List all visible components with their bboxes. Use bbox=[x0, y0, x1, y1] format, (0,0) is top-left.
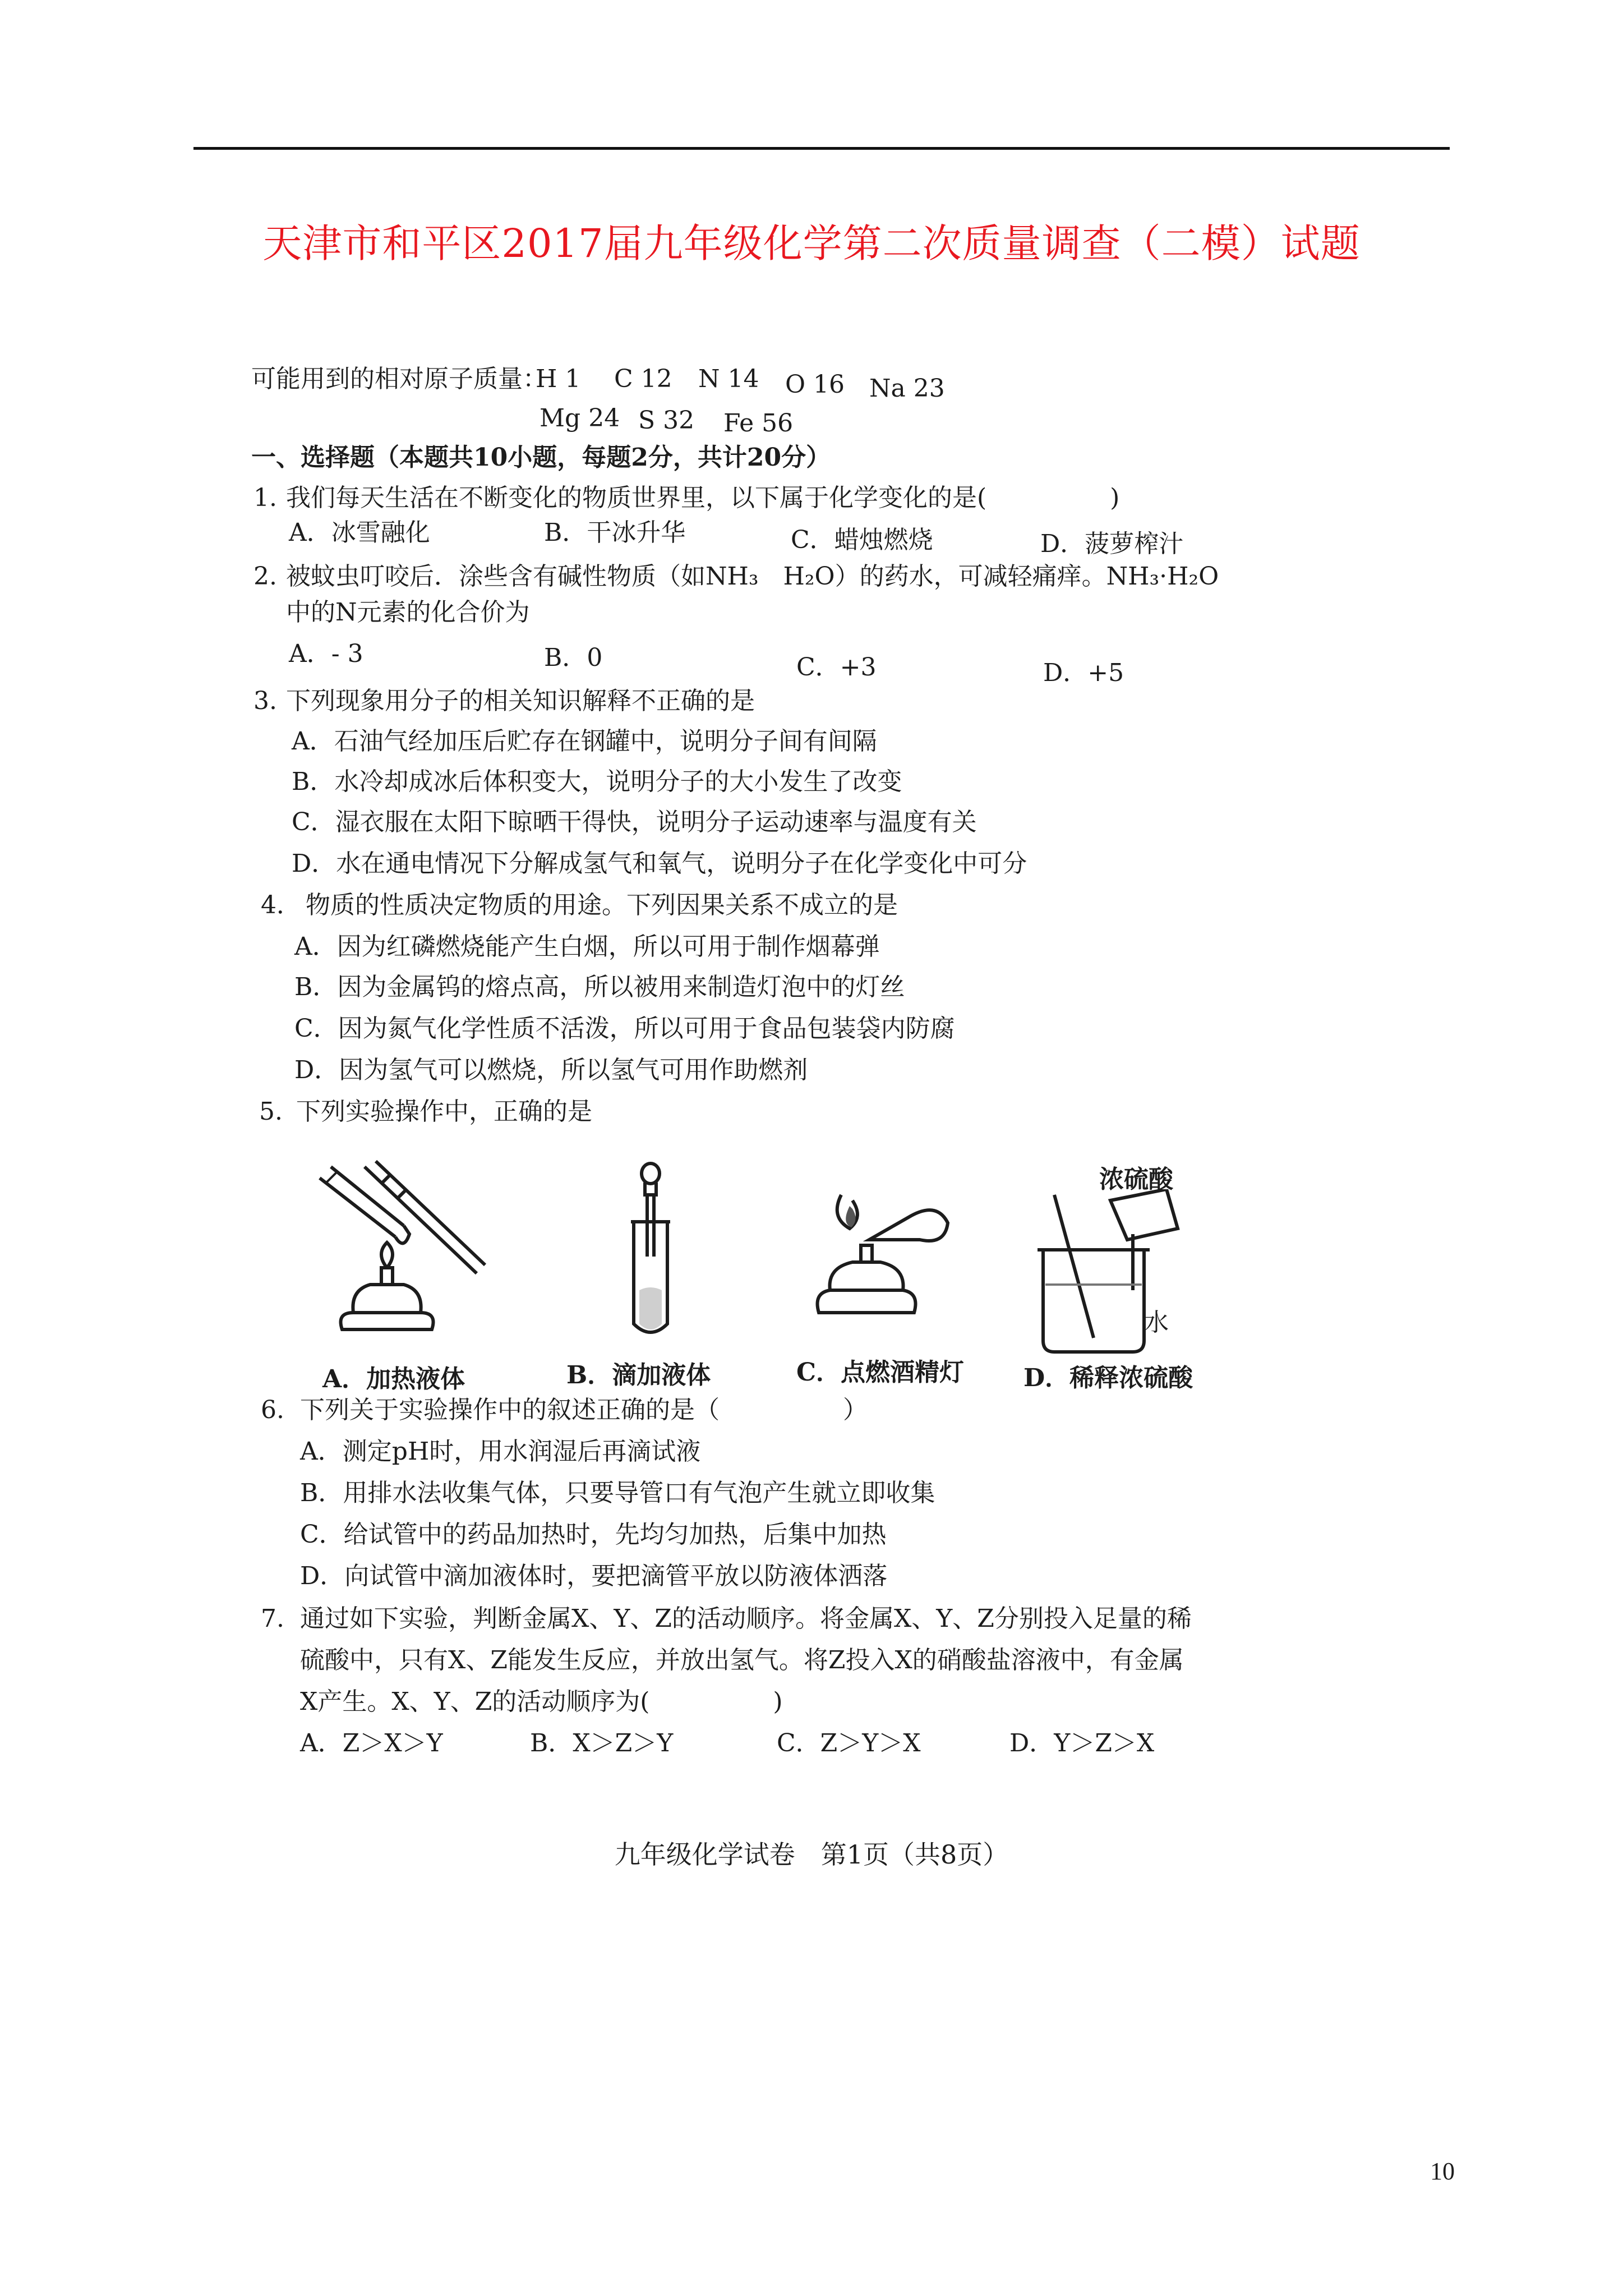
atomic-mass-fe: Fe 56 bbox=[723, 409, 794, 438]
atomic-mass-label: 可能用到的相对原子质量： bbox=[251, 365, 547, 393]
option-a: A．- 3 bbox=[289, 639, 363, 668]
option-a: A．石油气经加压后贮存在钢罐中，说明分子间有间隔 bbox=[292, 727, 877, 756]
atomic-mass-n: N 14 bbox=[698, 365, 759, 393]
dilute-acid-figure bbox=[1021, 1189, 1200, 1358]
question-stem: 下列现象用分子的相关知识解释不正确的是 bbox=[286, 687, 755, 715]
page-title: 天津市和平区2017届九年级化学第二次质量调查（二模）试题 bbox=[262, 220, 1361, 266]
option-d: D．菠萝榨汁 bbox=[1040, 530, 1184, 558]
option-b: B．干冰升华 bbox=[544, 518, 686, 547]
atomic-mass-c: C 12 bbox=[614, 365, 672, 393]
header-rule bbox=[193, 147, 1450, 150]
question-number: 5. bbox=[259, 1097, 283, 1126]
question-number: 1. bbox=[253, 484, 277, 512]
option-d: D．因为氢气可以燃烧，所以氢气可用作助燃剂 bbox=[294, 1056, 808, 1084]
option-c: C．Z＞Y＞X bbox=[777, 1729, 921, 1757]
atomic-mass-o: O 16 bbox=[785, 370, 845, 399]
page-footer: 九年级化学试卷 第1页（共8页） bbox=[614, 1839, 1009, 1870]
question-stem: 通过如下实验，判断金属X、Y、Z的活动顺序。将金属X、Y、Z分别投入足量的稀 bbox=[300, 1604, 1192, 1633]
question-number: 7. bbox=[261, 1604, 284, 1633]
section-heading: 一、选择题（本题共10小题，每题2分，共计20分） bbox=[251, 443, 831, 472]
question-stem: 中的N元素的化合价为 bbox=[286, 598, 530, 627]
question-number: 6. bbox=[261, 1396, 284, 1424]
atomic-mass-s: S 32 bbox=[638, 406, 695, 435]
heating-liquid-figure bbox=[297, 1144, 510, 1358]
atomic-mass-na: Na 23 bbox=[869, 374, 945, 403]
figure-label-acid: 浓硫酸 bbox=[1099, 1165, 1173, 1194]
option-b: B．0 bbox=[544, 643, 603, 672]
option-c: C．因为氮气化学性质不活泼，所以可用于食品包装袋内防腐 bbox=[294, 1014, 955, 1043]
question-stem: 下列关于实验操作中的叙述正确的是（ ） bbox=[300, 1396, 868, 1424]
option-c: C．蜡烛燃烧 bbox=[791, 526, 933, 554]
option-b: B．水冷却成冰后体积变大，说明分子的大小发生了改变 bbox=[292, 767, 902, 796]
alcohol-lamp-figure bbox=[808, 1184, 965, 1341]
figure-label-water: 水 bbox=[1144, 1308, 1169, 1337]
option-a: A．测定pH时，用水润湿后再滴试液 bbox=[300, 1437, 701, 1466]
question-stem: 硫酸中，只有X、Z能发生反应，并放出氢气。将Z投入X的硝酸盐溶液中，有金属 bbox=[300, 1646, 1184, 1674]
figure-caption-c: C．点燃酒精灯 bbox=[796, 1358, 965, 1387]
figure-caption-a: A．加热液体 bbox=[322, 1365, 465, 1393]
option-a: A．冰雪融化 bbox=[289, 518, 430, 547]
question-stem: 我们每天生活在不断变化的物质世界里，以下属于化学变化的是( ) bbox=[286, 484, 1120, 512]
option-b: B．X＞Z＞Y bbox=[530, 1729, 674, 1757]
question-number: 4． bbox=[261, 891, 301, 919]
option-d: D．Y＞Z＞X bbox=[1009, 1729, 1155, 1757]
question-stem: 物质的性质决定物质的用途。下列因果关系不成立的是 bbox=[306, 891, 898, 919]
option-d: D．向试管中滴加液体时，要把滴管平放以防液体洒落 bbox=[300, 1562, 888, 1590]
atomic-mass-mg: Mg 24 bbox=[540, 404, 620, 432]
dropper-figure bbox=[611, 1161, 690, 1341]
option-c: C．湿衣服在太阳下晾晒干得快，说明分子运动速率与温度有关 bbox=[292, 808, 977, 836]
question-number: 3. bbox=[253, 687, 277, 715]
atomic-mass-h: H 1 bbox=[536, 365, 581, 393]
figure-caption-d: D．稀释浓硫酸 bbox=[1023, 1364, 1193, 1392]
page-number: 10 bbox=[1430, 2157, 1455, 2185]
option-c: C．+3 bbox=[796, 653, 877, 682]
question-number: 2. bbox=[253, 562, 277, 591]
option-b: B．用排水法收集气体，只要导管口有气泡产生就立即收集 bbox=[300, 1479, 935, 1507]
option-b: B．因为金属钨的熔点高，所以被用来制造灯泡中的灯丝 bbox=[294, 973, 905, 1001]
option-d: D．水在通电情况下分解成氢气和氧气，说明分子在化学变化中可分 bbox=[292, 849, 1027, 878]
question-stem: 被蚊虫叮咬后．涂些含有碱性物质（如NH₃ H₂O）的药水，可减轻痛痒。NH₃·H₂O bbox=[286, 562, 1219, 591]
option-c: C．给试管中的药品加热时，先均匀加热，后集中加热 bbox=[300, 1520, 887, 1549]
option-a: A．Z＞X＞Y bbox=[300, 1729, 443, 1757]
option-d: D．+5 bbox=[1043, 659, 1124, 687]
question-stem: X产生。X、Y、Z的活动顺序为( ) bbox=[300, 1687, 783, 1716]
figure-caption-b: B．滴加液体 bbox=[566, 1361, 711, 1389]
option-a: A．因为红磷燃烧能产生白烟，所以可用于制作烟幕弹 bbox=[294, 932, 880, 961]
question-stem: 下列实验操作中，正确的是 bbox=[296, 1097, 592, 1126]
